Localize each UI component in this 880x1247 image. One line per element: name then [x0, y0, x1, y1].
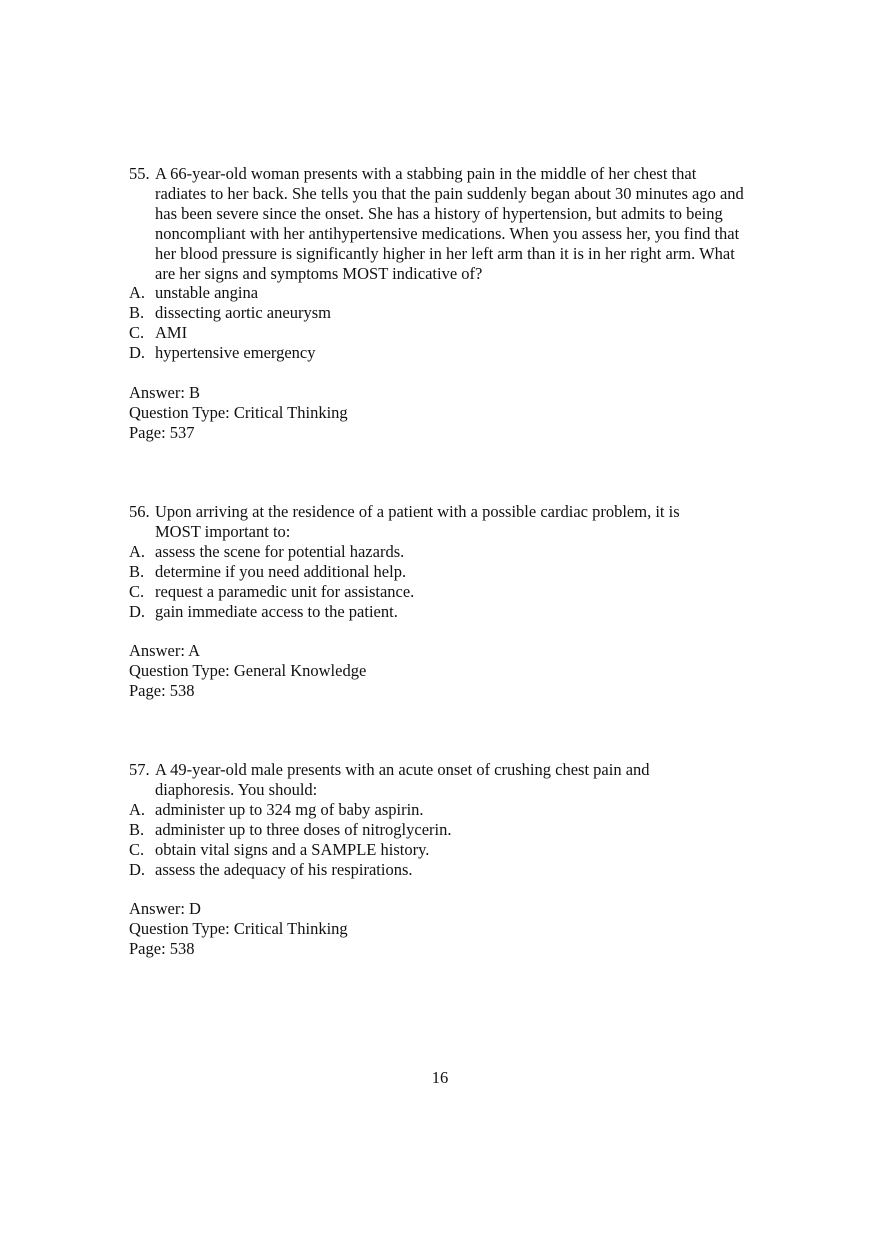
question-meta [129, 383, 769, 443]
option-letter: B. [129, 561, 145, 581]
question-number: 55. [129, 164, 150, 183]
answer-key: Answer: A [129, 641, 201, 661]
answer-key: Answer: B [129, 383, 201, 403]
question-type: Question Type: General Knowledge [129, 661, 367, 681]
option-a [129, 283, 769, 303]
page-number: 16 [431, 1068, 449, 1087]
option-text: hypertensive emergency [155, 343, 316, 363]
question-stem [129, 164, 749, 283]
question-type: Question Type: Critical Thinking [129, 919, 348, 939]
option-letter: B. [129, 303, 145, 323]
question-meta [129, 641, 769, 701]
answer-options [129, 542, 769, 622]
question-number: 57. [129, 760, 150, 779]
option-letter: D. [129, 601, 146, 621]
option-text: dissecting aortic aneurysm [155, 303, 331, 323]
option-letter: D. [129, 859, 146, 879]
question-text: A 49-year-old male presents with an acute onset of crushing chest pain and diaphoresis. You should: [155, 760, 650, 799]
question-stem [129, 760, 691, 800]
option-letter: A. [129, 283, 146, 303]
option-d [129, 343, 769, 363]
option-b [129, 820, 769, 840]
option-b [129, 562, 769, 582]
option-letter: A. [129, 541, 146, 561]
option-d [129, 602, 769, 622]
option-text: administer up to three doses of nitroglycerin. [155, 819, 452, 839]
question-type: Question Type: Critical Thinking [129, 402, 348, 422]
question-55 [129, 164, 769, 443]
option-b [129, 303, 769, 323]
question-56 [129, 502, 769, 701]
option-text: obtain vital signs and a SAMPLE history. [155, 839, 430, 859]
answer-options [129, 800, 769, 880]
question-text: Upon arriving at the residence of a patient with a possible cardiac problem, it is MOST important to: [155, 502, 680, 541]
option-a [129, 542, 769, 562]
option-text: AMI [155, 323, 188, 343]
option-c [129, 582, 769, 602]
question-meta [129, 899, 769, 959]
option-text: request a paramedic unit for assistance. [155, 581, 415, 601]
option-text: assess the adequacy of his respirations. [155, 859, 413, 879]
option-a [129, 800, 769, 820]
option-text: gain immediate access to the patient. [155, 601, 398, 621]
option-letter: B. [129, 819, 145, 839]
option-text: determine if you need additional help. [155, 561, 407, 581]
option-letter: D. [129, 343, 146, 363]
option-text: unstable angina [155, 283, 259, 303]
page-reference: Page: 537 [129, 422, 195, 442]
option-text: administer up to 324 mg of baby aspirin. [155, 799, 424, 819]
option-text: assess the scene for potential hazards. [155, 541, 405, 561]
option-c [129, 840, 769, 860]
answer-key: Answer: D [129, 899, 201, 919]
option-letter: C. [129, 581, 145, 601]
option-letter: C. [129, 839, 145, 859]
question-text: A 66-year-old woman presents with a stabbing pain in the middle of her chest that radiates to her back. She tells you that the pain suddenly began about 30 minutes ago and has been severe since the onset. She has a history of hypertension, but admits to being noncompliant with her antihypertensive medications. When you assess her, you find that her blood pressure is significantly higher in her left arm than it is in her right arm. What are her signs and symptoms MOST indicative of? [155, 164, 744, 283]
answer-options [129, 283, 769, 363]
option-c [129, 323, 769, 343]
page-reference: Page: 538 [129, 939, 195, 959]
option-d [129, 860, 769, 880]
option-letter: C. [129, 323, 145, 343]
question-stem [129, 502, 715, 542]
page-reference: Page: 538 [129, 681, 195, 701]
question-number: 56. [129, 502, 150, 521]
question-57 [129, 760, 769, 959]
option-letter: A. [129, 799, 146, 819]
